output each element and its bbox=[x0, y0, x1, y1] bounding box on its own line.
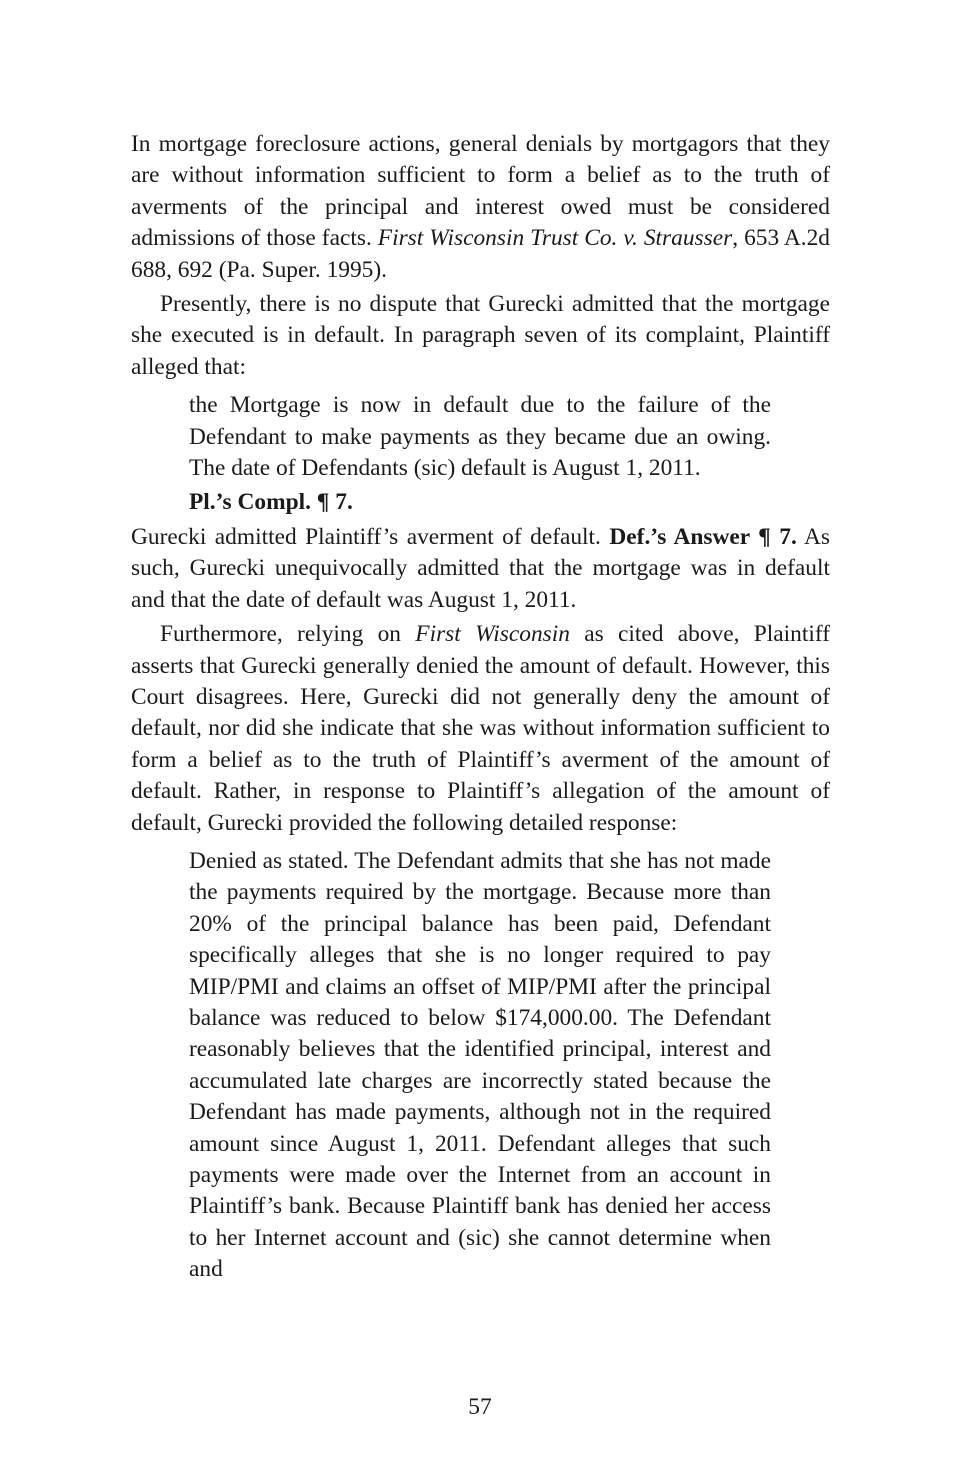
paragraph-1: In mortgage foreclosure actions, general denials by mortgagors that they are without information sufficient to form a belief as to the truth of averments of the principal and interest owed must be considered admissions of those facts. First Wisconsin Trust Co. v. Strausser, 653 A.2d 688, 692 (Pa. Super. 1995). bbox=[131, 131, 831, 283]
body-text bbox=[131, 129, 830, 1286]
citation-answer: Def.’s Answer ¶ 7. bbox=[609, 523, 797, 550]
case-citation-short: First Wisconsin bbox=[415, 621, 570, 648]
block-quote-complaint: the Mortgage is now in default due to the failure of the Defendant to make payments as they became due an owing. The date of Defendants (sic) default is August 1, 2011. bbox=[189, 392, 771, 482]
block-quote-answer: Denied as stated. The Defendant admits that she has not made the payments required by the mortgage. Because more than 20% of the principal balance has been paid, Defendant specifically alleges that she is no longer required to pay MIP/PMI and claims an offset of MIP/PMI after the principal balance was reduced to below $174,000.00. The Defendant reasonably believes that the identified principal, interest and accumulated late charges are incorrectly stated because the Defendant has made payments, although not in the required amount since August 1, 2011. Defendant alleges that such payments were made over the Internet from an account in Plaintiff’s bank. Because Plaintiff bank has denied her access to her Internet account and (sic) she cannot determine when and bbox=[189, 847, 771, 1283]
case-citation: First Wisconsin Trust Co. v. Strausser bbox=[377, 225, 733, 252]
paragraph-2: Presently, there is no dispute that Gurecki admitted that the mortgage she executed is in default. In paragraph seven of its complaint, Plaintiff alleged that: bbox=[131, 291, 830, 380]
page-number: 57 bbox=[468, 1394, 492, 1420]
citation-complaint: Pl.’s Compl. ¶ 7. bbox=[189, 489, 353, 516]
paragraph-4: Furthermore, relying on First Wisconsin as cited above, Plaintiff asserts that Gurecki generally denied the amount of default. However, this Court disagrees. Here, Gurecki did not generally deny the amount of default, nor did she indicate that she was without information sufficient to form a belief as to the truth of Plaintiff’s averment of the amount of default. Rather, in response to Plaintiff’s allegation of the amount of default, Gurecki provided the following detailed response: bbox=[131, 621, 830, 836]
paragraph-3: Gurecki admitted Plaintiff’s averment of default. Def.’s Answer ¶ 7. As such, Gurecki unequivocally admitted that the mortgage was in default and that the date of default was August 1, 2011. bbox=[131, 523, 830, 613]
